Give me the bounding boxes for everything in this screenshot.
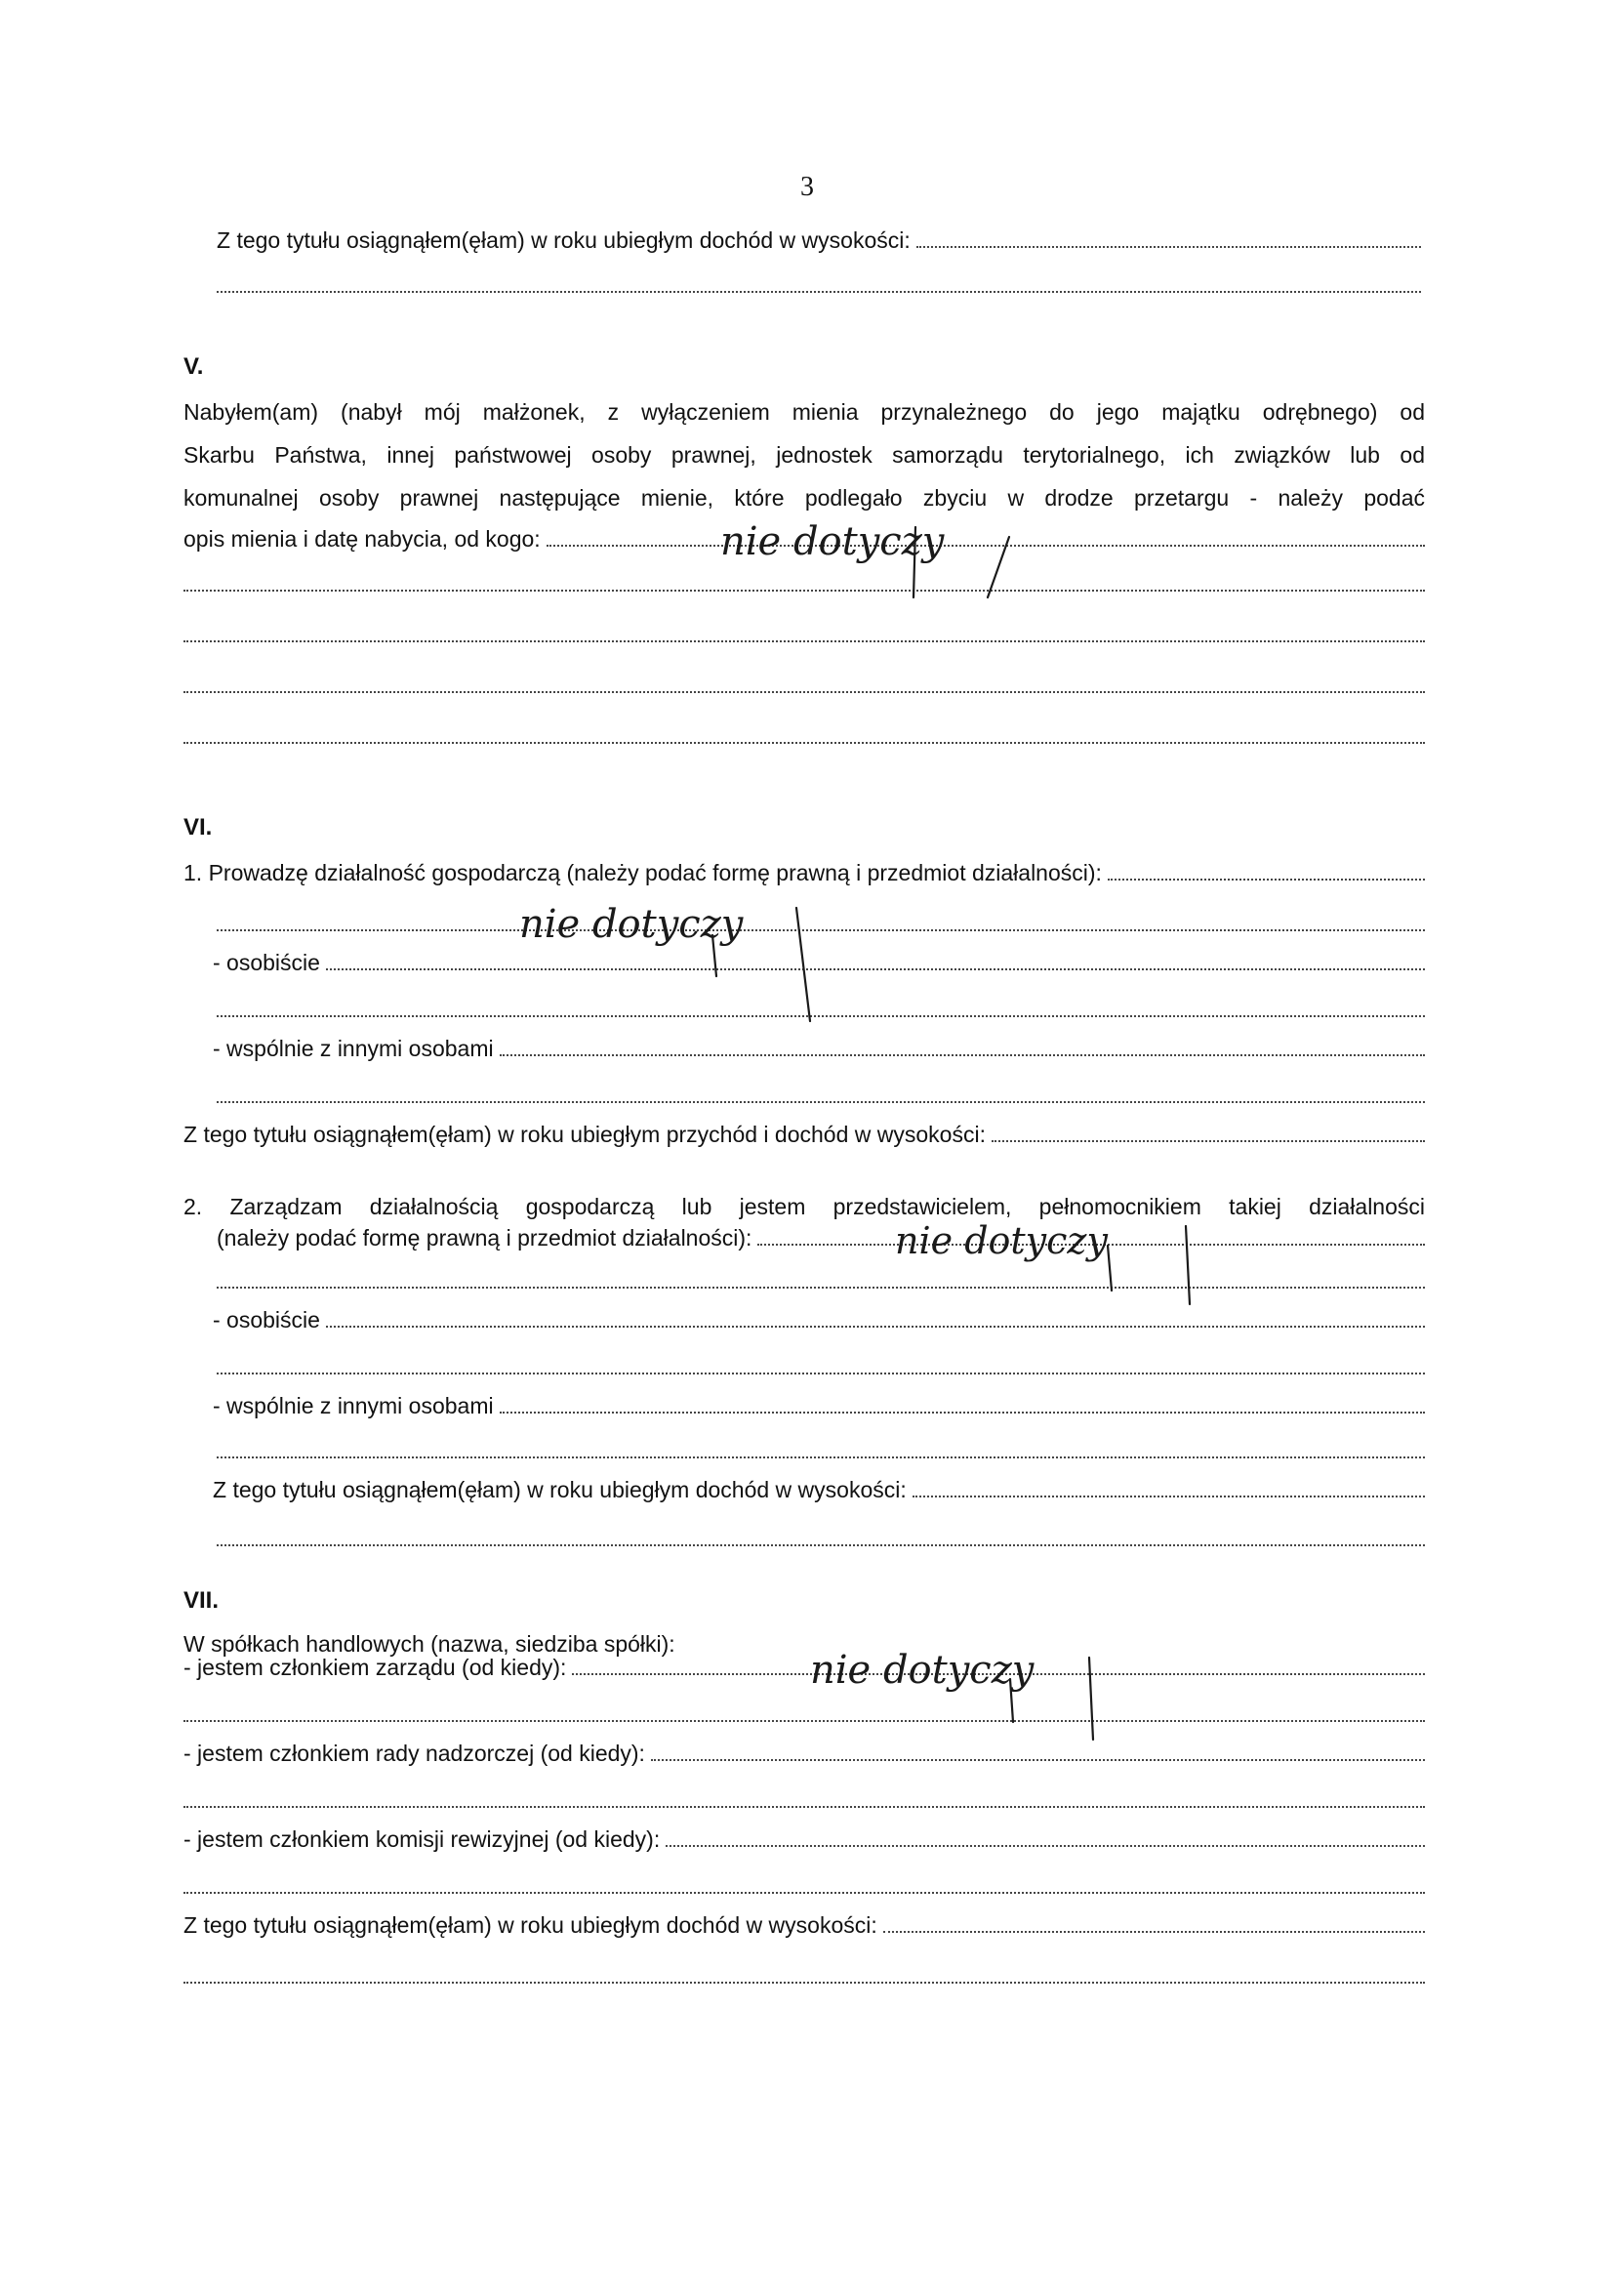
management-personally-label: - osobiście [213, 1307, 320, 1332]
companies-income-dots [883, 1931, 1425, 1933]
handwritten-text-v: nie dotyczy [720, 519, 945, 564]
management-text-line: 2. Zarządzam działalnością gospodarczą lub jestem przedstawicielem, pełnomocnikiem takiej działalności [183, 1194, 1425, 1219]
companies-intro: W spółkach handlowych (nazwa, siedziba spółki): [183, 1631, 675, 1657]
handwritten-text-vii: nie dotyczy [810, 1648, 1035, 1693]
section-vii-heading: VII. [183, 1587, 220, 1614]
income-dots-top [916, 246, 1421, 248]
management-jointly-field [213, 1392, 1425, 1419]
section-v-text-line: komunalnej osoby prawnej następujące mienie, które podlegało zbyciu w drodze przetargu - należy podać [183, 485, 1425, 511]
audit-dots [666, 1845, 1425, 1847]
handwritten-stroke [796, 908, 810, 1021]
handwritten-text-vi-2: nie dotyczy [895, 1219, 1108, 1262]
business-income-field [183, 1121, 1425, 1148]
companies-income-label: Z tego tytułu osiągnąłem(ęłam) w roku ubiegłym dochód w wysokości: [183, 1912, 877, 1938]
section-vi-heading: VI. [183, 814, 213, 840]
dotted-line [183, 1806, 1425, 1808]
dotted-line [217, 291, 1421, 293]
business-dots [1108, 879, 1425, 881]
dotted-line [183, 1982, 1425, 1984]
section-v-text-line: Nabyłem(am) (nabył mój małżonek, z wyłączeniem mienia przynależnego do jego majątku odrębnego) od [183, 399, 1425, 425]
handwritten-annotation-vi-1 [508, 888, 839, 1025]
business-jointly-field [213, 1035, 1425, 1062]
dotted-line [217, 1544, 1425, 1546]
management-income-dots [913, 1496, 1425, 1497]
business-label: 1. Prowadzę działalność gospodarczą (należy podać formę prawną i przedmiot działalności): [183, 860, 1102, 885]
dotted-line [217, 1101, 1425, 1103]
business-jointly-label: - wspólnie z innymi osobami [213, 1036, 494, 1061]
handwritten-text-vi-1: nie dotyczy [519, 902, 744, 947]
board-label: - jestem członkiem zarządu (od kiedy): [183, 1655, 567, 1680]
companies-income-field [183, 1911, 1425, 1939]
acquisition-label: opis mienia i datę nabycia, od kogo: [183, 526, 541, 552]
management-jointly-dots [500, 1412, 1425, 1414]
management-personally-field [213, 1306, 1425, 1333]
dotted-line [183, 1892, 1425, 1894]
audit-label: - jestem członkiem komisji rewizyjnej (od kiedy): [183, 1826, 661, 1852]
management-field [217, 1224, 1425, 1251]
dotted-line [217, 1456, 1425, 1458]
business-personally-dots [326, 968, 1425, 970]
business-personally-label: - osobiście [213, 950, 320, 975]
page-number: 3 [800, 172, 814, 202]
business-income-dots [992, 1140, 1425, 1142]
dotted-line [217, 1373, 1425, 1374]
handwritten-stroke [1186, 1226, 1190, 1304]
supervisory-field [183, 1740, 1425, 1767]
dotted-line [217, 1287, 1425, 1289]
handwritten-annotation-v [712, 508, 1044, 605]
business-field [183, 859, 1425, 886]
income-field-top [217, 226, 1421, 254]
section-v-text-line: Skarbu Państwa, innej państwowej osoby prawnej, jednostek samorządu terytorialnego, ich związków lub od [183, 442, 1425, 468]
management-label: (należy podać formę prawną i przedmiot działalności): [217, 1225, 752, 1250]
supervisory-label: - jestem członkiem rady nadzorczej (od kiedy): [183, 1741, 645, 1766]
management-income-field [213, 1476, 1425, 1503]
supervisory-dots [651, 1759, 1425, 1761]
handwritten-stroke [988, 537, 1009, 597]
business-jointly-dots [500, 1054, 1425, 1056]
income-label-top: Z tego tytułu osiągnąłem(ęłam) w roku ubiegłym dochód w wysokości: [217, 227, 911, 253]
handwritten-stroke [1108, 1246, 1112, 1291]
dotted-line [183, 691, 1425, 693]
audit-field [183, 1825, 1425, 1853]
management-income-label: Z tego tytułu osiągnąłem(ęłam) w roku ubiegłym dochód w wysokości: [213, 1477, 907, 1502]
section-v-heading: V. [183, 353, 204, 380]
business-income-label: Z tego tytułu osiągnąłem(ęłam) w roku ubiegłym przychód i dochód w wysokości: [183, 1122, 986, 1147]
handwritten-annotation-vi-2 [883, 1197, 1215, 1314]
handwritten-annotation-vii [800, 1620, 1113, 1747]
management-personally-dots [326, 1326, 1425, 1328]
management-jointly-label: - wspólnie z innymi osobami [213, 1393, 494, 1418]
dotted-line [183, 640, 1425, 642]
dotted-line [183, 742, 1425, 744]
handwritten-stroke [1089, 1658, 1093, 1740]
